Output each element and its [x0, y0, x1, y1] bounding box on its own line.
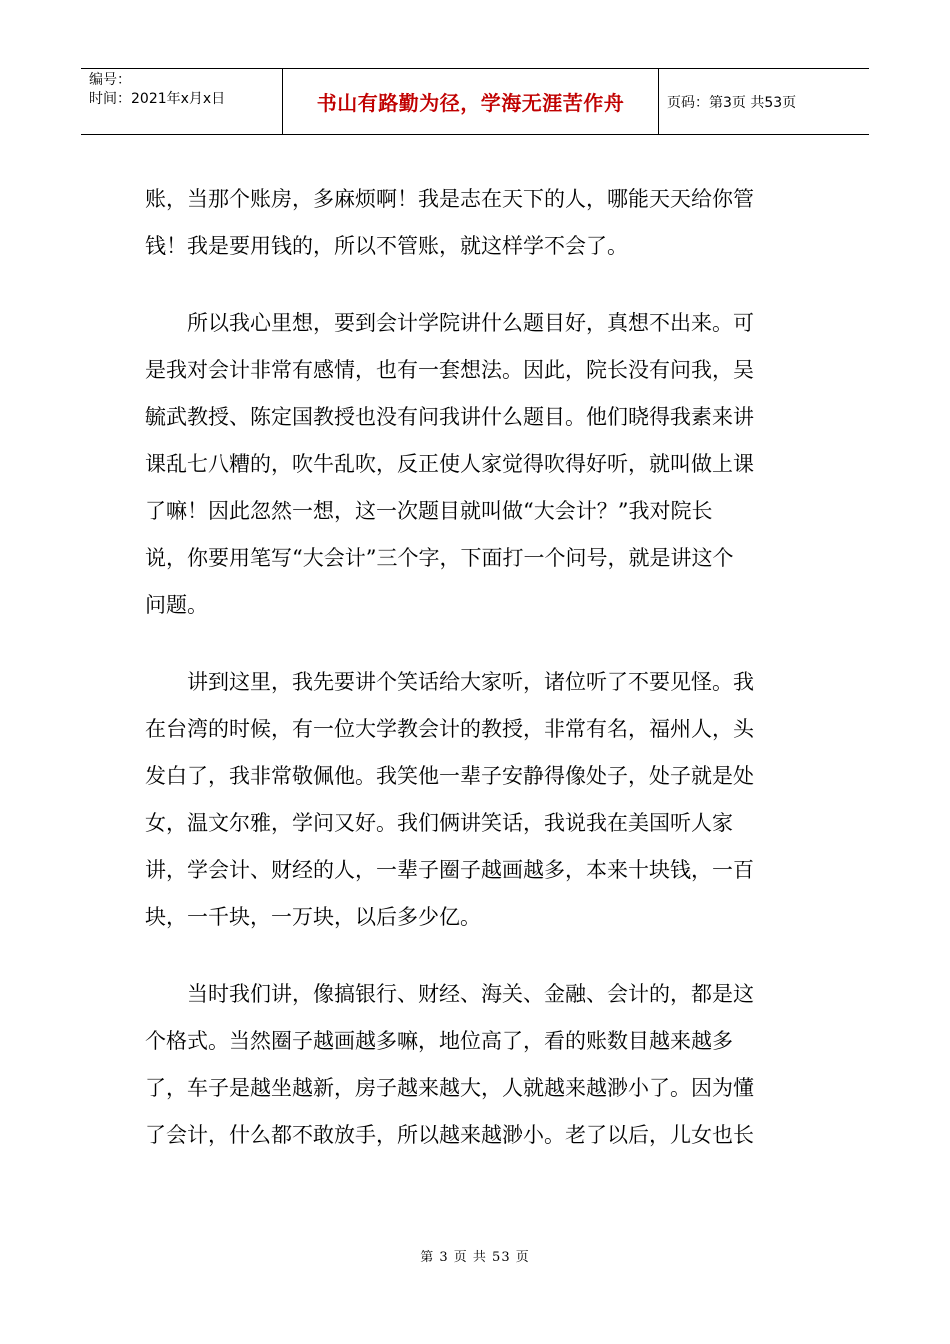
paragraph-line: 说，你要用笔写“大会计”三个字，下面打一个问号，就是讲这个 — [145, 546, 734, 570]
header-meta-cell — [81, 69, 283, 134]
header-motto: 书山有路勤为径，学海无涯苦作舟 — [316, 91, 625, 115]
header-motto-cell — [283, 69, 659, 134]
paragraph-line: 所以我心里想，要到会计学院讲什么题目好，真想不出来。可 — [187, 311, 754, 335]
header-page-cell — [659, 69, 869, 134]
paragraph-line: 块，一千块，一万块，以后多少亿。 — [145, 905, 481, 929]
paragraph — [145, 176, 807, 270]
paragraph-line: 账，当那个账房，多麻烦啊！我是志在天下的人，哪能天天给你管 — [145, 187, 754, 211]
paragraph-line: 了，车子是越坐越新，房子越来越大，人就越来越渺小了。因为懂 — [145, 1076, 754, 1100]
paragraph-line: 课乱七八糟的，吹牛乱吹，反正使人家觉得吹得好听，就叫做上课 — [145, 452, 754, 476]
page-footer: 第 3 页 共 53 页 — [420, 1250, 530, 1265]
document-time-label: 时间：2021年x月x日 — [89, 91, 226, 107]
paragraph — [145, 659, 807, 941]
paragraph — [145, 300, 807, 629]
paragraph-line: 发白了，我非常敬佩他。我笑他一辈子安静得像处子，处子就是处 — [145, 764, 754, 788]
paragraph — [145, 971, 807, 1159]
paragraph-line: 讲到这里，我先要讲个笑话给大家听，诸位听了不要见怪。我 — [187, 670, 754, 694]
document-number-label: 编号： — [89, 72, 131, 88]
document-body — [145, 176, 807, 1189]
paragraph-line: 了嘛！因此忽然一想，这一次题目就叫做“大会计？”我对院长 — [145, 499, 713, 523]
paragraph-line: 当时我们讲，像搞银行、财经、海关、金融、会计的，都是这 — [187, 982, 754, 1006]
paragraph-line: 在台湾的时候，有一位大学教会计的教授，非常有名，福州人，头 — [145, 717, 754, 741]
paragraph-line: 个格式。当然圈子越画越多嘛，地位高了，看的账数目越来越多 — [145, 1029, 733, 1053]
paragraph-line: 是我对会计非常有感情，也有一套想法。因此，院长没有问我，吴 — [145, 358, 754, 382]
page-header — [81, 68, 869, 135]
paragraph-line: 讲，学会计、财经的人，一辈子圈子越画越多，本来十块钱，一百 — [145, 858, 754, 882]
header-page-info: 页码：第3页 共53页 — [667, 94, 797, 111]
paragraph-line: 钱！我是要用钱的，所以不管账，就这样学不会了。 — [145, 234, 628, 258]
paragraph-line: 女，温文尔雅，学问又好。我们俩讲笑话，我说我在美国听人家 — [145, 811, 733, 835]
paragraph-line: 问题。 — [145, 593, 208, 617]
paragraph-line: 毓武教授、陈定国教授也没有问我讲什么题目。他们晓得我素来讲 — [145, 405, 754, 429]
paragraph-line: 了会计，什么都不敢放手，所以越来越渺小。老了以后，儿女也长 — [145, 1123, 754, 1147]
